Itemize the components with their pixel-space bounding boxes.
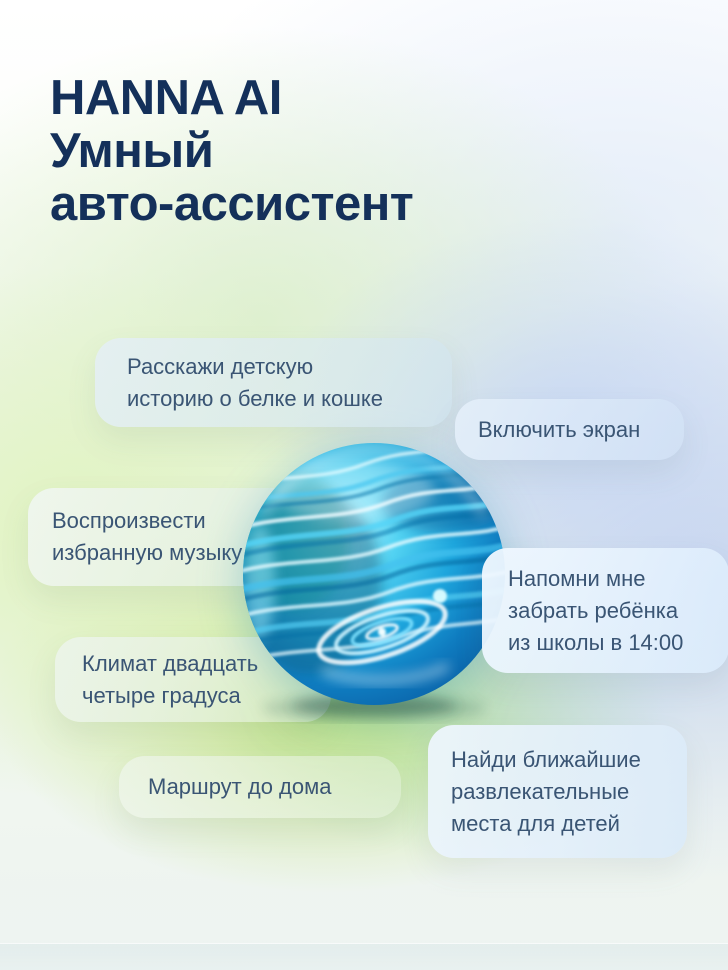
product-name: HANNA AI [50, 71, 282, 125]
bubble-text-line: Воспроизвести [52, 508, 206, 533]
voice-command-bubble-reminder [482, 548, 728, 673]
bottom-gradient-band [0, 943, 728, 970]
voice-command-bubble-find-places [428, 725, 687, 858]
assistant-orb-image [232, 432, 516, 724]
bubble-text-line: Найди ближайшие [451, 746, 641, 772]
bubble-text-line: Климат двадцать [82, 650, 259, 676]
bubble-text-line: из школы в 14:00 [508, 629, 684, 655]
page-title [50, 72, 413, 231]
bubble-text-line: Напомни мне [508, 565, 646, 591]
bubble-text-line: историю о белке и кошке [127, 385, 384, 411]
bubble-text-line: Включить экран [478, 416, 641, 442]
bubble-text-line: забрать ребёнка [508, 597, 679, 623]
bubble-text-line: четыре градуса [82, 682, 241, 708]
product-tagline-line2: авто-ассистент [50, 177, 414, 231]
bubble-text-line: избранную музыку [52, 540, 243, 565]
bubble-text-line: развлекательные [451, 778, 630, 804]
voice-command-bubble-tell-story [95, 338, 452, 427]
orb-graphic [232, 432, 516, 724]
voice-command-bubble-route-home [119, 756, 401, 818]
bubble-text-line: места для детей [451, 810, 620, 836]
voice-command-bubble-screen-on [455, 399, 684, 460]
bubble-text-line: Расскажи детскую [127, 353, 314, 379]
product-tagline-line1: Умный [50, 124, 214, 178]
bubble-text-line: Маршрут до дома [148, 774, 332, 799]
